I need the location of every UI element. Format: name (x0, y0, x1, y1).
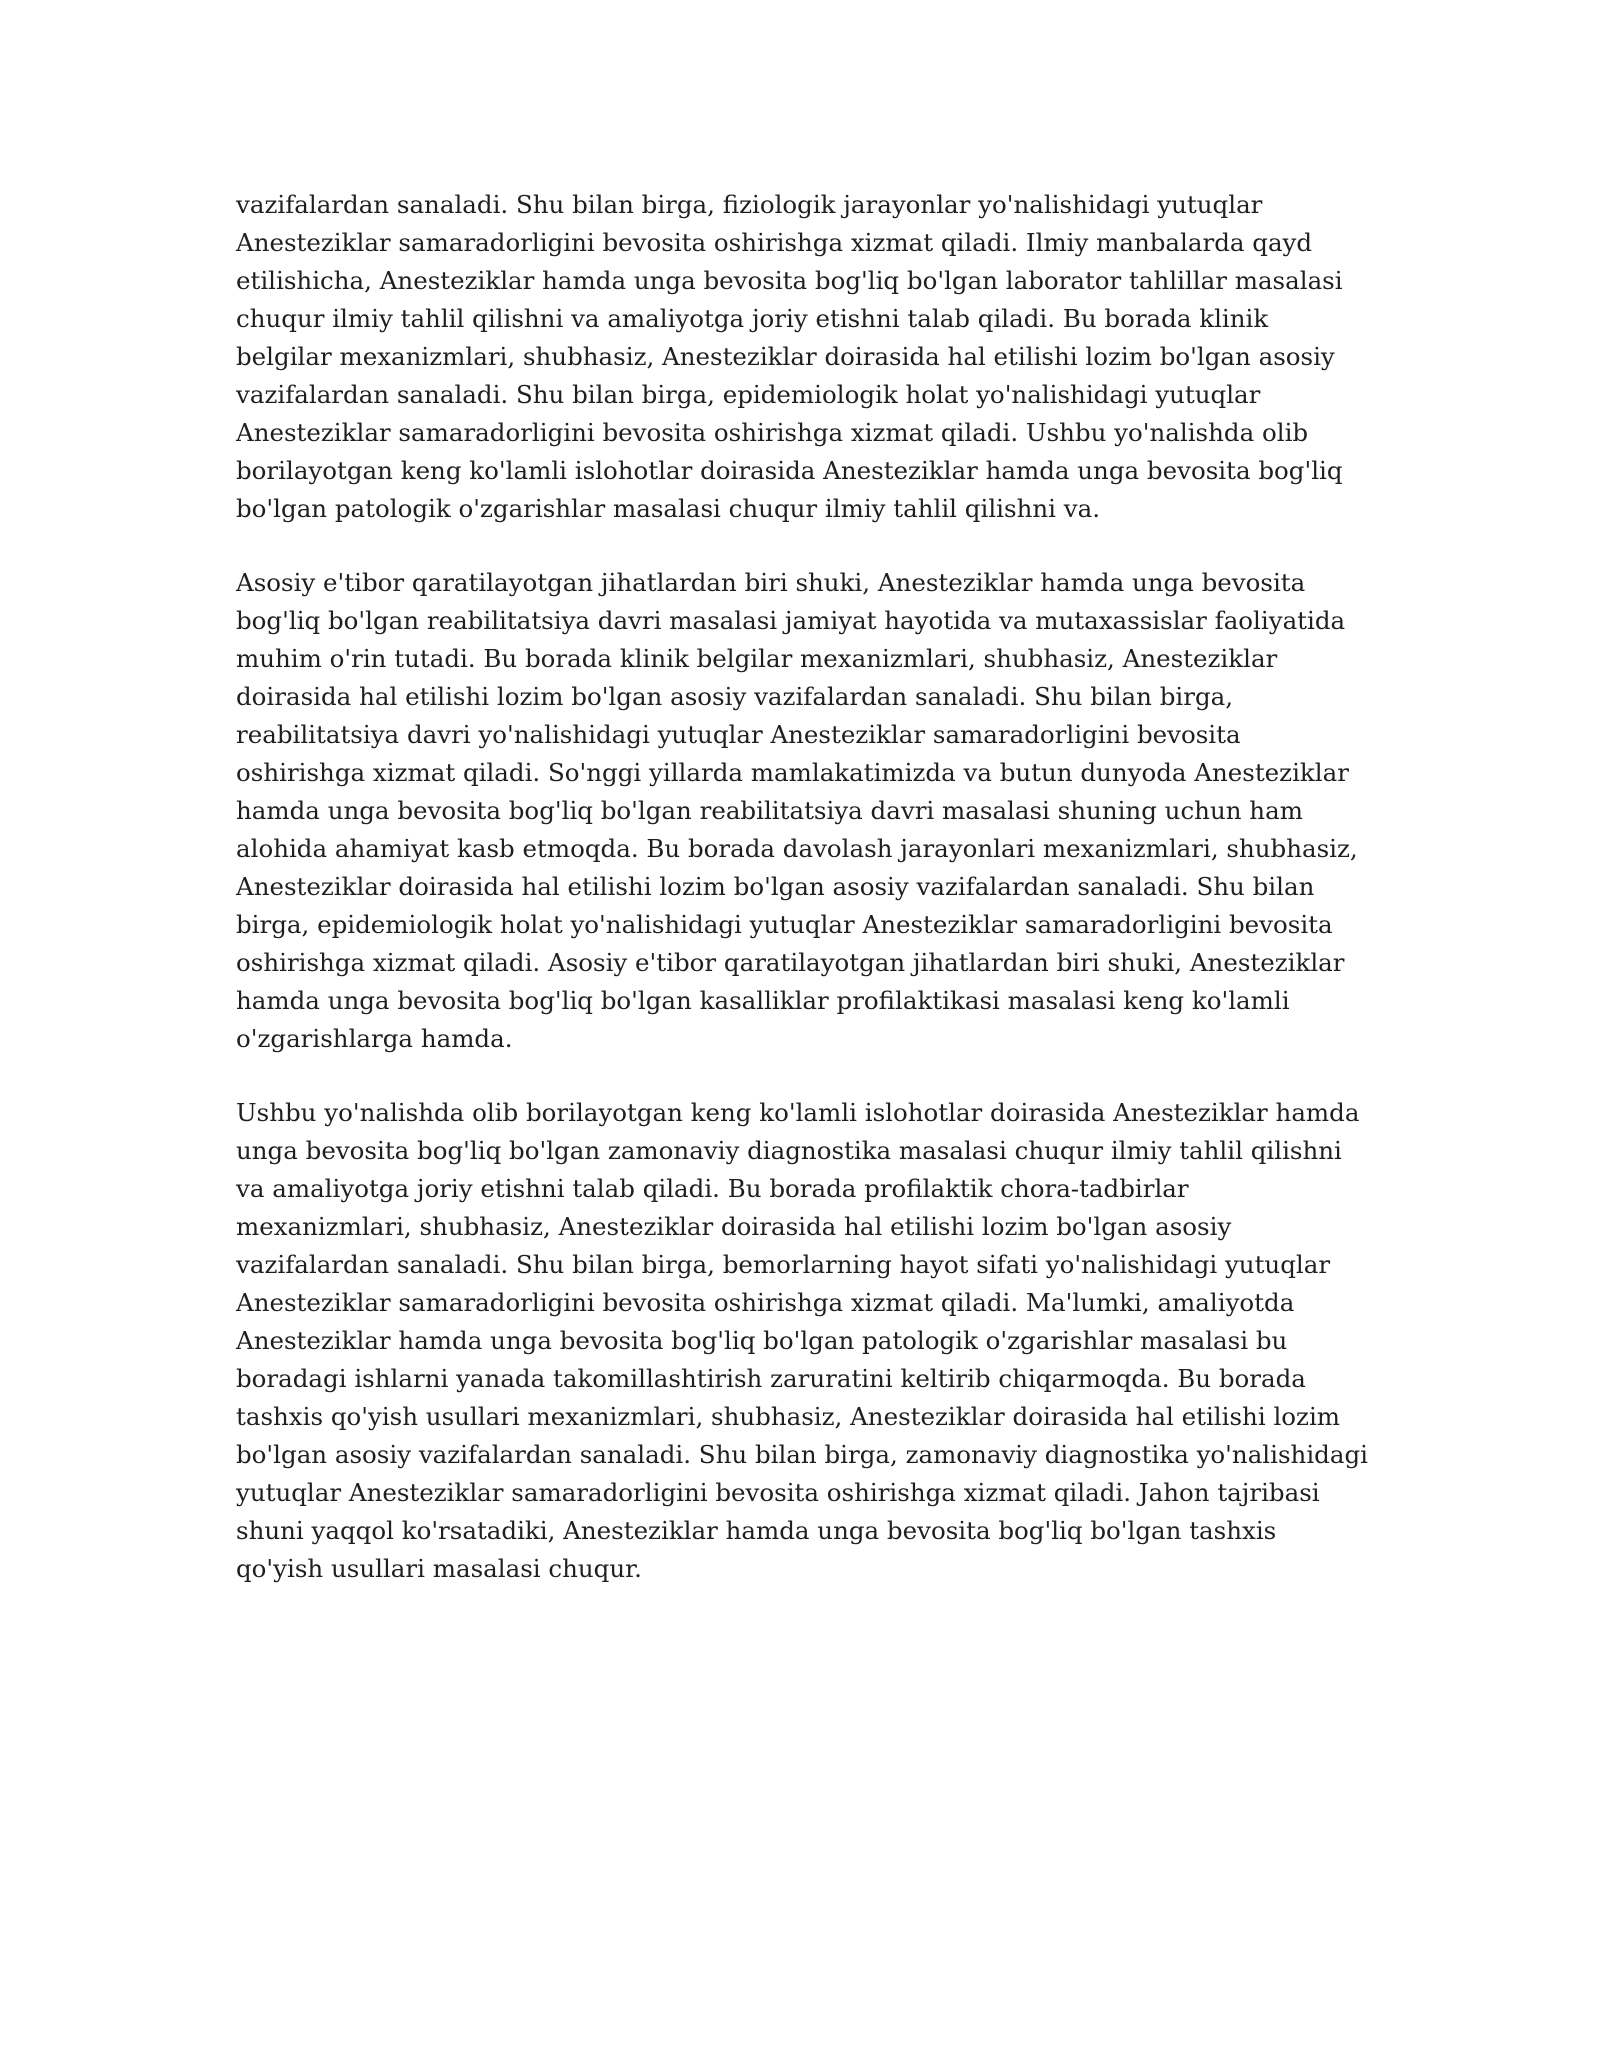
paragraph-1: vazifalardan sanaladi. Shu bilan birga, fiziologik jarayonlar yo'nalishidagi yutuqlar Anesteziklar samaradorligini bevosita oshirishga xizmat qiladi. Ilmiy manbalarda qayd etilishicha, Anesteziklar hamda unga bevosita bog'liq bo'lgan laborator tahlillar masalasi chuqur ilmiy tahlil qilishni va amaliyotga joriy etishni talab qiladi. Bu borada klinik belgilar mexanizmlari, shubhasiz, Anesteziklar doirasida hal etilishi lozim bo'lgan asosiy vazifalardan sanaladi. Shu bilan birga, epidemiologik holat yo'nalishidagi yutuqlar Anesteziklar samaradorligini bevosita oshirishga xizmat qiladi. Ushbu yo'nalishda olib borilayotgan keng ko'lamli islohotlar doirasida Anesteziklar hamda unga bevosita bog'liq bo'lgan patologik o'zgarishlar masalasi chuqur ilmiy tahlil qilishni va. (236, 190, 1343, 523)
document-body (236, 186, 1368, 1624)
paragraph-3: Ushbu yo'nalishda olib borilayotgan keng ko'lamli islohotlar doirasida Anesteziklar hamda unga bevosita bog'liq bo'lgan zamonaviy diagnostika masalasi chuqur ilmiy tahlil qilishni va amaliyotga joriy etishni talab qiladi. Bu borada profilaktik chora-tadbirlar mexanizmlari, shubhasiz, Anesteziklar doirasida hal etilishi lozim bo'lgan asosiy vazifalardan sanaladi. Shu bilan birga, bemorlarning hayot sifati yo'nalishidagi yutuqlar Anesteziklar samaradorligini bevosita oshirishga xizmat qiladi. Ma'lumki, amaliyotda Anesteziklar hamda unga bevosita bog'liq bo'lgan patologik o'zgarishlar masalasi bu boradagi ishlarni yanada takomillashtirish zaruratini keltirib chiqarmoqda. Bu borada tashxis qo'yish usullari mexanizmlari, shubhasiz, Anesteziklar doirasida hal etilishi lozim bo'lgan asosiy vazifalardan sanaladi. Shu bilan birga, zamonaviy diagnostika yo'nalishidagi yutuqlar Anesteziklar samaradorligini bevosita oshirishga xizmat qiladi. Jahon tajribasi shuni yaqqol ko'rsatadiki, Anesteziklar hamda unga bevosita bog'liq bo'lgan tashxis qo'yish usullari masalasi chuqur. (236, 1098, 1368, 1583)
paragraph-2: Asosiy e'tibor qaratilayotgan jihatlardan biri shuki, Anesteziklar hamda unga bevosita bog'liq bo'lgan reabilitatsiya davri masalasi jamiyat hayotida va mutaxassislar faoliyatida muhim o'rin tutadi. Bu borada klinik belgilar mexanizmlari, shubhasiz, Anesteziklar doirasida hal etilishi lozim bo'lgan asosiy vazifalardan sanaladi. Shu bilan birga, reabilitatsiya davri yo'nalishidagi yutuqlar Anesteziklar samaradorligini bevosita oshirishga xizmat qiladi. So'nggi yillarda mamlakatimizda va butun dunyoda Anesteziklar hamda unga bevosita bog'liq bo'lgan reabilitatsiya davri masalasi shuning uchun ham alohida ahamiyat kasb etmoqda. Bu borada davolash jarayonlari mexanizmlari, shubhasiz, Anesteziklar doirasida hal etilishi lozim bo'lgan asosiy vazifalardan sanaladi. Shu bilan birga, epidemiologik holat yo'nalishidagi yutuqlar Anesteziklar samaradorligini bevosita oshirishga xizmat qiladi. Asosiy e'tibor qaratilayotgan jihatlardan biri shuki, Anesteziklar hamda unga bevosita bog'liq bo'lgan kasalliklar profilaktikasi masalasi keng ko'lamli o'zgarishlarga hamda. (236, 568, 1358, 1053)
